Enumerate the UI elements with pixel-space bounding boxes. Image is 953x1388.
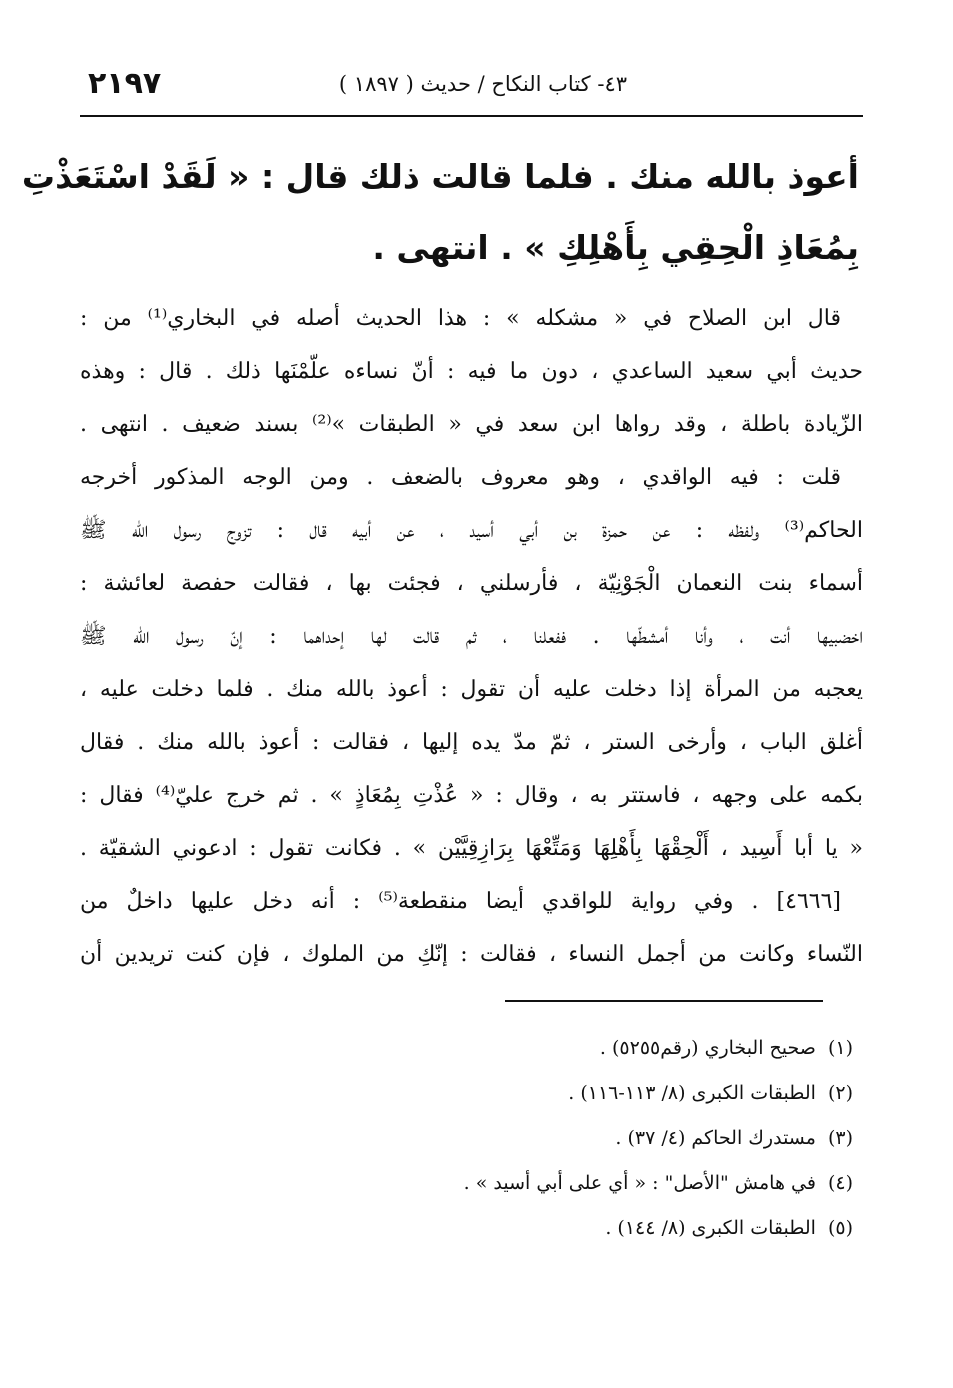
footnote: [293, 1165, 853, 1210]
text-line: « يا أبا أَسِيد ، أَلْحِقْهَا بِأَهْلِهَا وَمَتِّعْهَا بِرَازِقِيَّيْن » . فكانت تقول : ادعوني الشقيّة .: [80, 836, 863, 861]
commentary-text: [80, 292, 863, 981]
text-line: قال ابن الصلاح في « مشكله » : هذا الحديث أصله في البخاري⁽¹⁾ من :: [80, 306, 842, 331]
running-header: [80, 62, 863, 114]
footnote-text: في هامش "الأصل" : « أي على أبي أسيد » .: [463, 1172, 816, 1194]
footnote: [293, 1120, 853, 1165]
text-line: النّساء وكانت من أجمل النساء ، فقالت : إنّكِ من الملوك ، فإن كنت تريدين أن: [80, 942, 863, 967]
footnote-separator: [505, 1000, 823, 1002]
footnote-number: (٢): [827, 1082, 853, 1104]
footnote-number: (٣): [827, 1127, 853, 1149]
text-line: أسماء بنت النعمان الْجَوْنِيّة ، فأرسلني ، فجئت بها ، فقالت حفصة لعائشة :: [80, 571, 863, 596]
footnote-number: (١): [827, 1037, 853, 1059]
text-line: أغلق الباب ، وأرخى الستر ، ثمّ مدّ يده إليها ، فقالت : أعوذ بالله منك . فقال: [80, 730, 863, 755]
footnote-number: (٤): [827, 1172, 853, 1194]
header-rule: [80, 115, 863, 117]
footnote: [293, 1075, 853, 1120]
hadith-quote-line: أعوذ بالله منك . فلما قالت ذلك قال : « لَقَدْ اسْتَعَذْتِ: [21, 157, 859, 196]
text-line: قلت : فيه الواقدي ، وهو معروف بالضعف . ومن الوجه المذكور أخرجه: [80, 465, 841, 490]
page-number: ٢١٩٧: [88, 66, 162, 101]
footnote-text: الطبقات الكبرى (٨/ ١١٣-١١٦) .: [568, 1082, 816, 1104]
text-line: بكمه على وجهه ، فاستتر به ، وقال : « عُذْتِ بِمُعَاذٍ » . ثم خرج عليّ⁽⁴⁾ فقال :: [80, 783, 863, 808]
text-line: حديث أبي سعيد الساعدي ، دون ما فيه : أنّ نساءه علّمْنَها ذلك . قال : وهذه: [80, 359, 863, 384]
text-line: الزّيادة باطلة ، وقد رواها ابن سعد في « الطبقات »⁽²⁾ بسند ضعيف . انتهى .: [80, 412, 863, 437]
footnote-text: صحيح البخاري (رقم٥٢٥٥) .: [599, 1037, 816, 1059]
text-line: اخضبيها أنت ، وأنا أمشطّها . ففعلنا ، ثم قالت لها إحداهما : إنّ رسول الله ﷺ: [80, 624, 863, 649]
footnote-text: الطبقات الكبرى (٨/ ١٤٤) .: [605, 1217, 816, 1239]
text-line: يعجبه من المرأة إذا دخلت عليه أن تقول : أعوذ بالله منك . فلما دخلت عليه ،: [80, 677, 863, 702]
footnote-text: مستدرك الحاكم (٤/ ٣٧) .: [615, 1127, 816, 1149]
footnote: [293, 1030, 853, 1075]
hadith-quote-line: بِمُعَاذِ الْحِقِي بِأَهْلِكِ » . انتهى .: [372, 228, 859, 267]
footnotes: [293, 1030, 853, 1255]
footnote-number: (٥): [827, 1217, 853, 1239]
header-title: ٤٣- كتاب النكاح / حديث ( ١٨٩٧ ): [338, 72, 627, 96]
text-line: [٤٦٦٦] . وفي رواية للواقدي أيضا منقطعة⁽⁵⁾ : أنه دخل عليها داخلٌ من: [80, 889, 841, 914]
text-line: الحاكم⁽³⁾ ولفظه : عن حمزة بن أبي أسيد ، عن أبيه قال : تزوج رسول الله ﷺ: [80, 518, 863, 543]
footnote: [293, 1210, 853, 1255]
